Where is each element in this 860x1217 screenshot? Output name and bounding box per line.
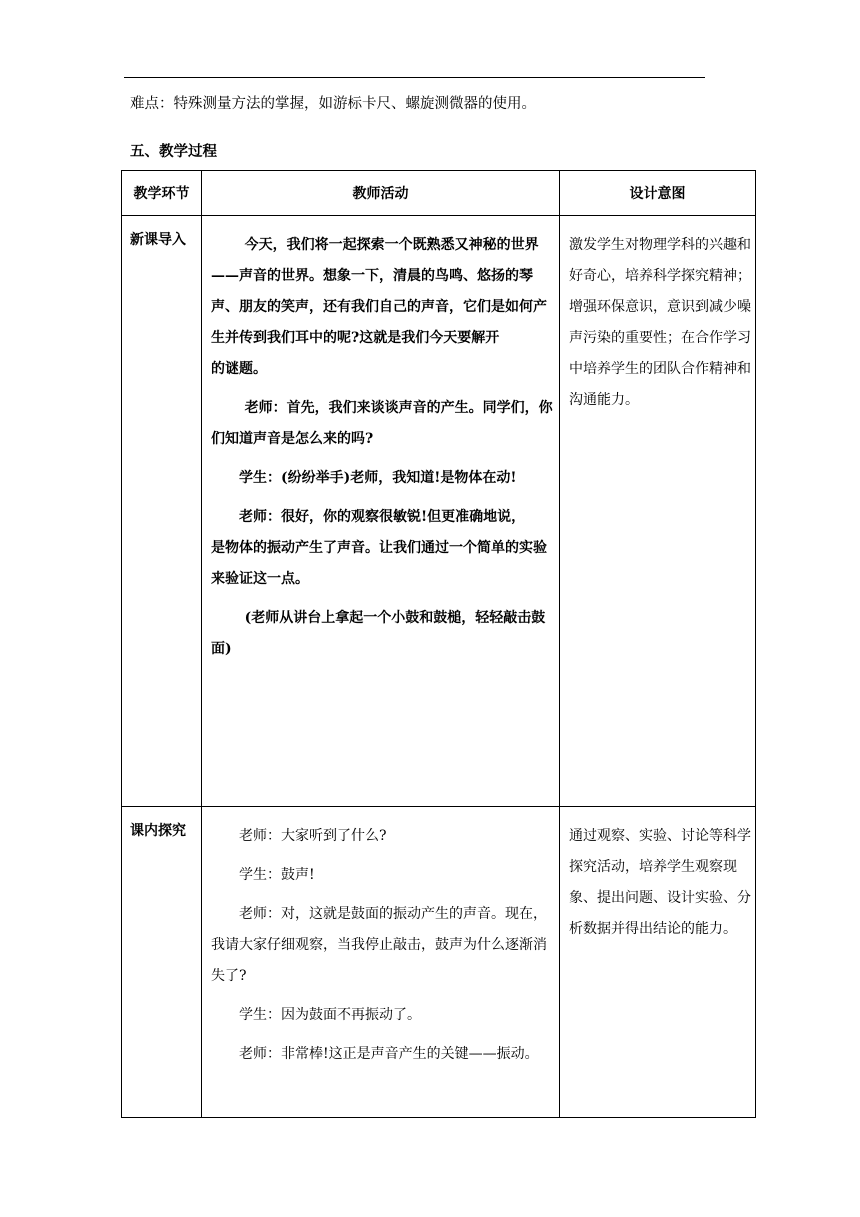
table-header-row	[122, 171, 756, 216]
header-rule	[124, 77, 705, 78]
activity-cell	[202, 216, 560, 807]
activity-paragraph: 老师：首先，我们来谈谈声音的产生。同学们，你们知道声音是怎么来的吗?	[211, 400, 553, 447]
activity-paragraph: 老师：大家听到了什么?	[239, 828, 387, 844]
activity-paragraph: 老师：很好，你的观察很敏锐!但更准确地说，	[239, 509, 526, 525]
stage-cell: 新课导入	[122, 216, 202, 807]
header-intent: 设计意图	[560, 171, 756, 216]
section-title: 五、教学过程	[130, 143, 217, 160]
activity-paragraph: 学生：因为鼓面不再振动了。	[239, 1007, 421, 1023]
teaching-process-table	[121, 170, 756, 1118]
activity-paragraph: 老师：对，这就是鼓面的振动产生的声音。现在，我请大家仔细观察，当我停止敲击，鼓声为什么逐渐消失了?	[211, 906, 547, 984]
header-stage: 教学环节	[122, 171, 202, 216]
activity-paragraph: 的谜题。	[211, 361, 267, 377]
intent-cell: 通过观察、实验、讨论等科学探究活动，培养学生观察现象、提出问题、设计实验、分析数据并得出结论的能力。	[560, 807, 756, 1118]
activity-paragraph: (老师从讲台上拿起一个小鼓和鼓槌，轻轻敲击鼓面)	[211, 610, 546, 657]
intent-cell: 激发学生对物理学科的兴趣和好奇心，培养科学探究精神；增强环保意识，意识到减少噪声污染的重要性；在合作学习中培养学生的团队合作精神和沟通能力。	[560, 216, 756, 807]
table-row	[122, 807, 756, 1118]
header-activity: 教师活动	[202, 171, 560, 216]
activity-paragraph: 老师：非常棒!这正是声音产生的关键——振动。	[239, 1046, 539, 1062]
activity-cell	[202, 807, 560, 1118]
table-row	[122, 216, 756, 807]
activity-paragraph: 是物体的振动产生了声音。让我们通过一个简单的实验来验证这一点。	[211, 540, 547, 587]
activity-paragraph: 今天，我们将一起探索一个既熟悉又神秘的世界——声音的世界。想象一下，清晨的鸟鸣、悠扬的琴声、朋友的笑声，还有我们自己的声音，它们是如何产生并传到我们耳中的呢?这就是我们今天要解开	[211, 237, 547, 346]
activity-paragraph: 学生：鼓声!	[239, 867, 315, 883]
stage-cell: 课内探究	[122, 807, 202, 1118]
activity-paragraph: 学生：(纷纷举手)老师，我知道!是物体在动!	[239, 470, 517, 486]
difficulty-text: 难点：特殊测量方法的掌握，如游标卡尺、螺旋测微器的使用。	[130, 96, 536, 112]
